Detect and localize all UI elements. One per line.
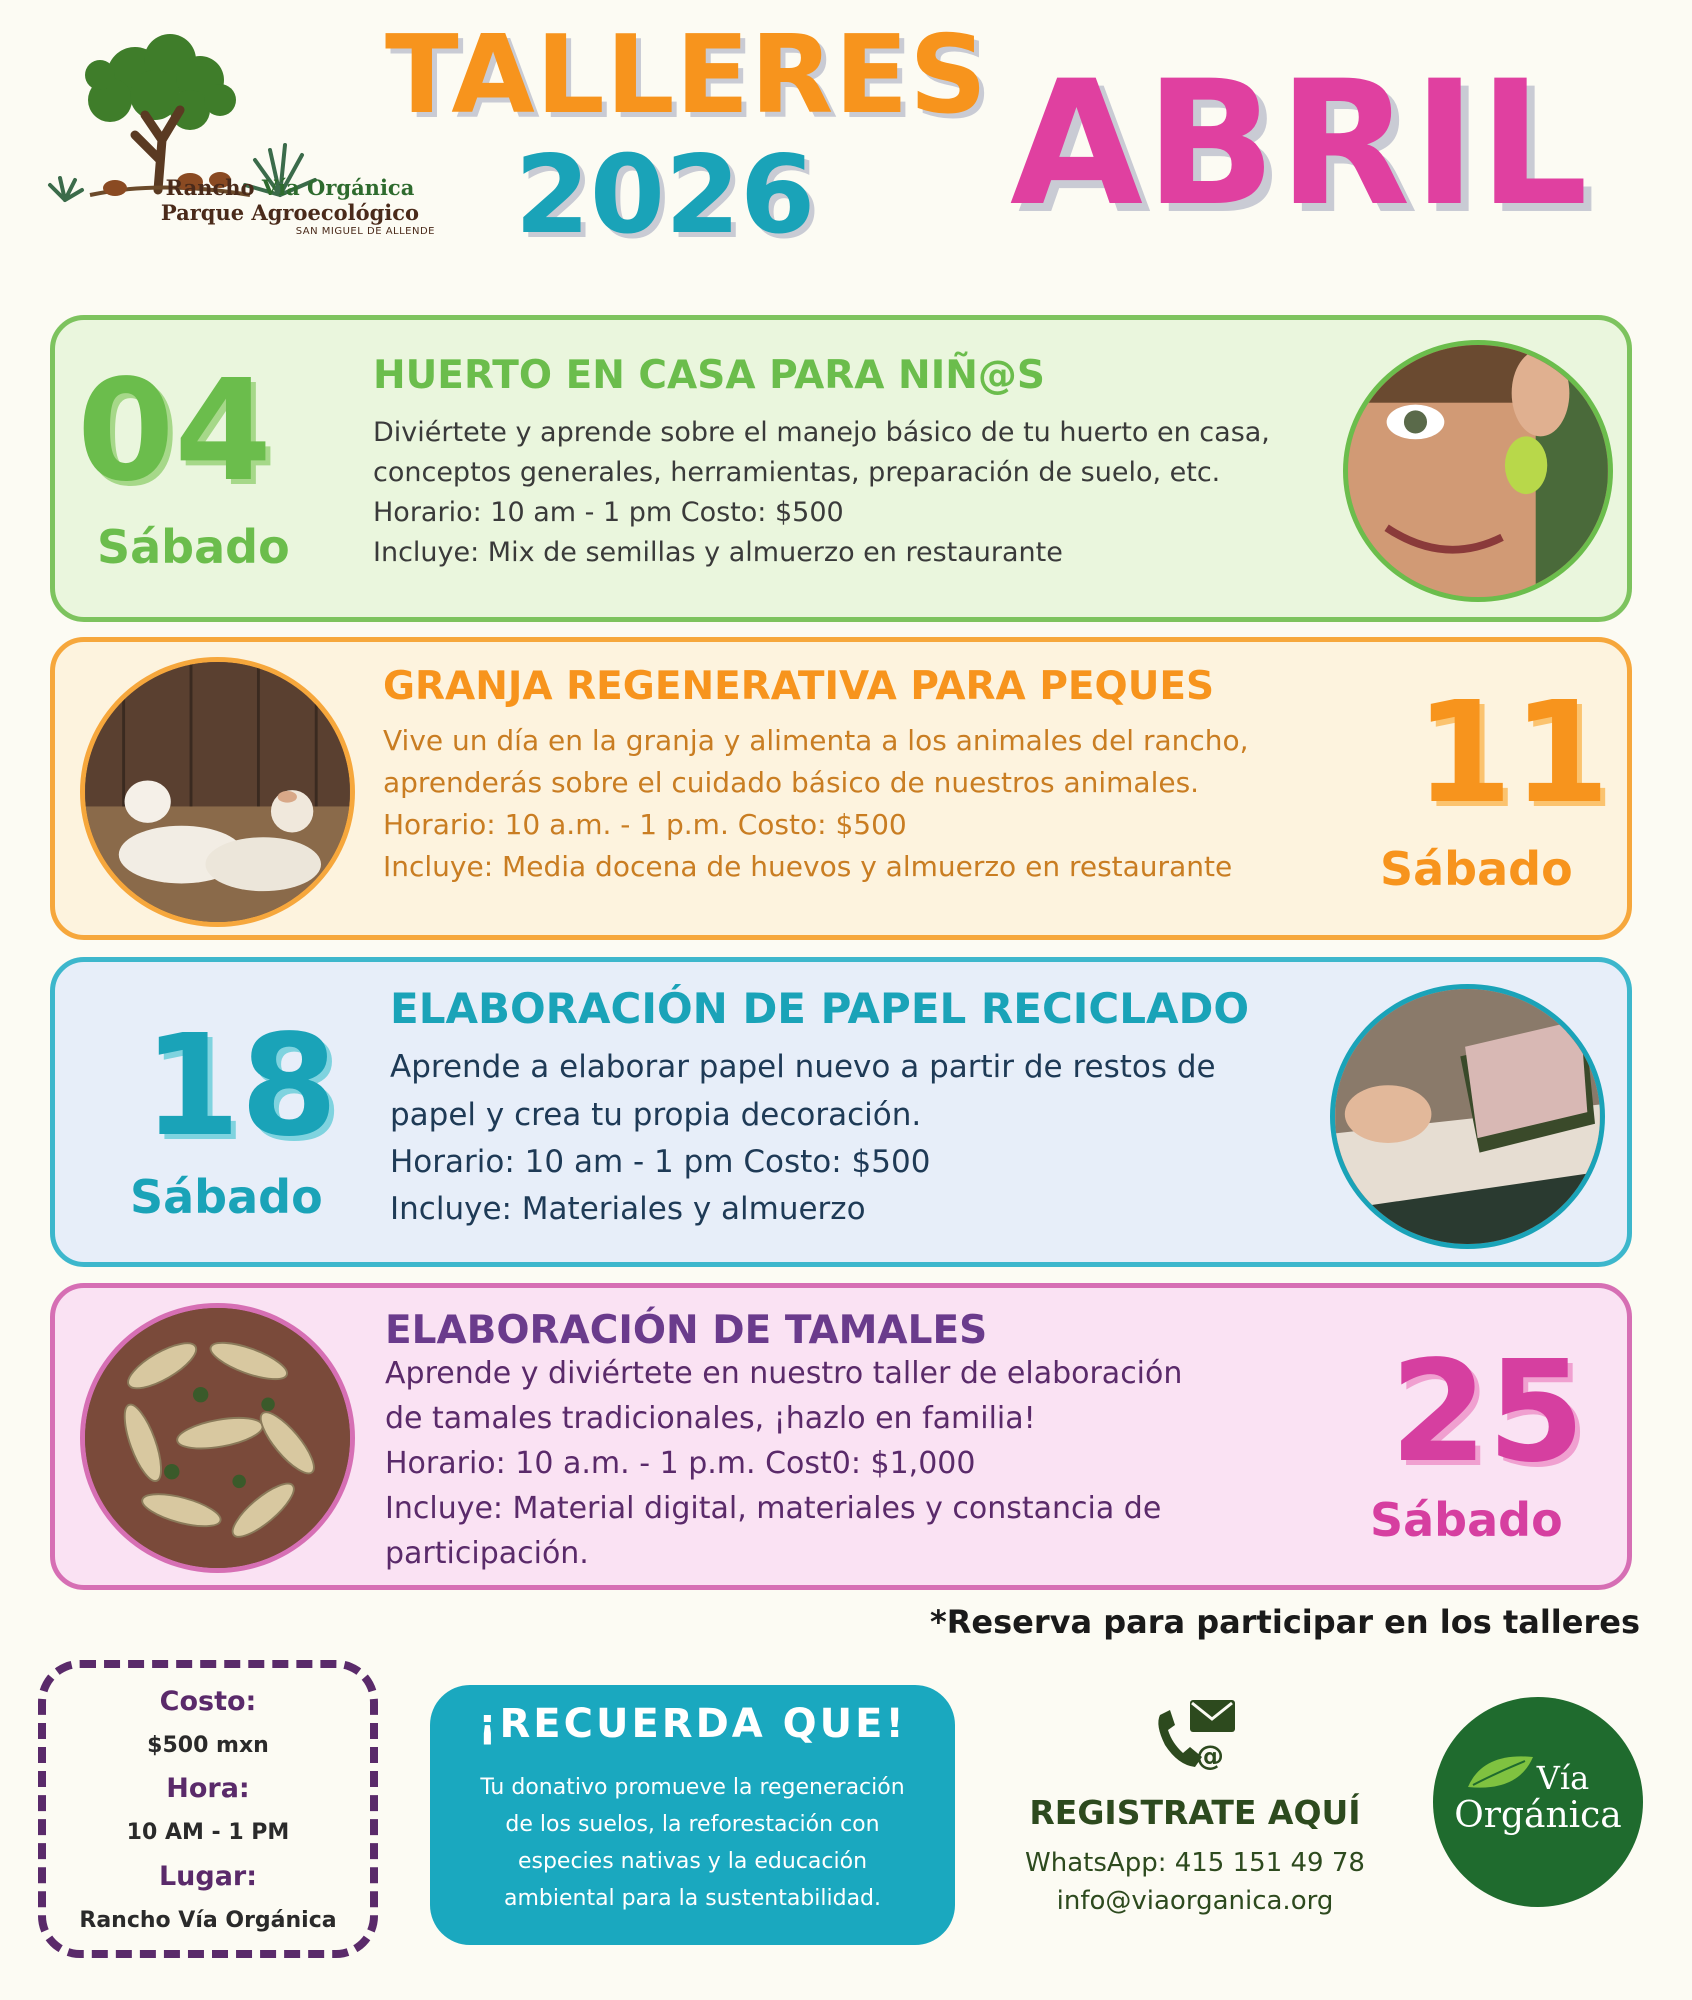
remember-text: ambiental para la sustentabilidad.: [503, 1886, 882, 1911]
email-link[interactable]: info@viaorganica.org: [1056, 1886, 1334, 1916]
remember-box: [430, 1685, 955, 1945]
page-year: 2026: [514, 133, 816, 258]
register-link[interactable]: REGISTRATE AQUÍ: [1029, 1793, 1361, 1832]
place-label: Lugar:: [158, 1861, 258, 1892]
workshop-title: HUERTO EN CASA PARA NIÑ@S: [373, 353, 1045, 398]
day-name: Sábado: [97, 520, 290, 574]
brand-name-line1: Vía: [1536, 1759, 1590, 1797]
workshop-description: Aprende y diviértete en nuestro taller de elaboración: [385, 1356, 1183, 1391]
child-with-seed-icon: [1348, 345, 1608, 597]
day-number: 04: [77, 350, 272, 513]
lambs-photo: [80, 657, 355, 927]
workshop-description: papel y crea tu propia decoración.: [390, 1097, 922, 1133]
paper-photo: [1330, 984, 1605, 1249]
workshop-title: ELABORACIÓN DE PAPEL RECICLADO: [390, 984, 1250, 1033]
tamales-icon: [85, 1308, 350, 1568]
remember-title: ¡RECUERDA QUE!: [478, 1701, 907, 1747]
page-month: ABRIL: [1009, 43, 1591, 244]
workshop-schedule: Horario: 10 am - 1 pm Costo: $500: [373, 497, 844, 528]
logo-location: SAN MIGUEL DE ALLENDE: [295, 226, 435, 237]
tree-logo-icon: [40, 30, 420, 275]
whatsapp-link[interactable]: WhatsApp: 415 151 49 78: [1025, 1848, 1365, 1878]
workshop-description: aprenderás sobre el cuidado básico de nuestros animales.: [383, 766, 1200, 799]
workshop-description: Diviértete y aprende sobre el manejo básico de tu huerto en casa,: [373, 417, 1270, 448]
workshop-title: GRANJA REGENERATIVA PARA PEQUES: [383, 664, 1215, 709]
brand-name-line2: Orgánica: [1454, 1795, 1622, 1836]
svg-text:@: @: [1196, 1739, 1224, 1772]
workshop-description: Vive un día en la granja y alimenta a los animales del rancho,: [383, 724, 1249, 757]
hour-value: 10 AM - 1 PM: [126, 1820, 290, 1845]
workshop-includes: Incluye: Materiales y almuerzo: [390, 1191, 866, 1227]
cost-label: Costo:: [159, 1686, 257, 1717]
workshop-schedule: Horario: 10 am - 1 pm Costo: $500: [390, 1144, 931, 1180]
day-name: Sábado: [1370, 1493, 1563, 1547]
logo-subtitle: Parque Agroecológico: [160, 200, 420, 225]
place-value: Rancho Vía Orgánica: [79, 1908, 337, 1933]
remember-text: de los suelos, la reforestación con: [505, 1812, 880, 1837]
day-name: Sábado: [1380, 842, 1573, 896]
day-number: 11: [1415, 672, 1610, 835]
workshop-includes: participación.: [385, 1536, 589, 1571]
workshop-includes: Incluye: Mix de semillas y almuerzo en restaurante: [373, 537, 1063, 568]
recycled-paper-icon: [1335, 989, 1600, 1244]
workshop-title: ELABORACIÓN DE TAMALES: [385, 1308, 988, 1353]
workshop-schedule: Horario: 10 a.m. - 1 p.m. Cost0: $1,000: [385, 1446, 976, 1481]
info-box: [38, 1660, 378, 1958]
hour-label: Hora:: [166, 1773, 250, 1804]
logo-name: Rancho Vía Orgánica: [165, 175, 415, 200]
workshop-includes: Incluye: Material digital, materiales y constancia de: [385, 1491, 1162, 1526]
workshop-card-granja: [50, 637, 1632, 940]
day-number: 18: [143, 1005, 338, 1168]
rancho-logo: [40, 30, 420, 275]
reserve-note: *Reserva para participar en los talleres: [930, 1603, 1640, 1641]
workshop-card-tamales: [50, 1283, 1632, 1590]
workshop-card-papel: [50, 957, 1632, 1267]
workshop-description: Aprende a elaborar papel nuevo a partir de restos de: [390, 1049, 1216, 1085]
workshop-description: conceptos generales, herramientas, preparación de suelo, etc.: [373, 457, 1221, 488]
cost-value: $500 mxn: [147, 1733, 269, 1758]
remember-text: especies nativas y la educación: [517, 1849, 868, 1874]
page-title: TALLERES: [385, 13, 989, 138]
workshop-includes: Incluye: Media docena de huevos y almuerzo en restaurante: [383, 850, 1233, 883]
remember-text: Tu donativo promueve la regeneración: [480, 1775, 905, 1800]
phone-email-icon: [1150, 1695, 1240, 1775]
child-photo: [1343, 340, 1613, 602]
via-organica-logo: [1433, 1697, 1643, 1907]
lambs-icon: [85, 662, 350, 922]
workshop-card-huerto: [50, 315, 1632, 622]
tamales-photo: [80, 1303, 355, 1573]
day-number: 25: [1390, 1331, 1585, 1494]
workshop-description: de tamales tradicionales, ¡hazlo en familia!: [385, 1401, 1036, 1436]
workshop-schedule: Horario: 10 a.m. - 1 p.m. Costo: $500: [383, 808, 907, 841]
day-name: Sábado: [130, 1170, 323, 1224]
